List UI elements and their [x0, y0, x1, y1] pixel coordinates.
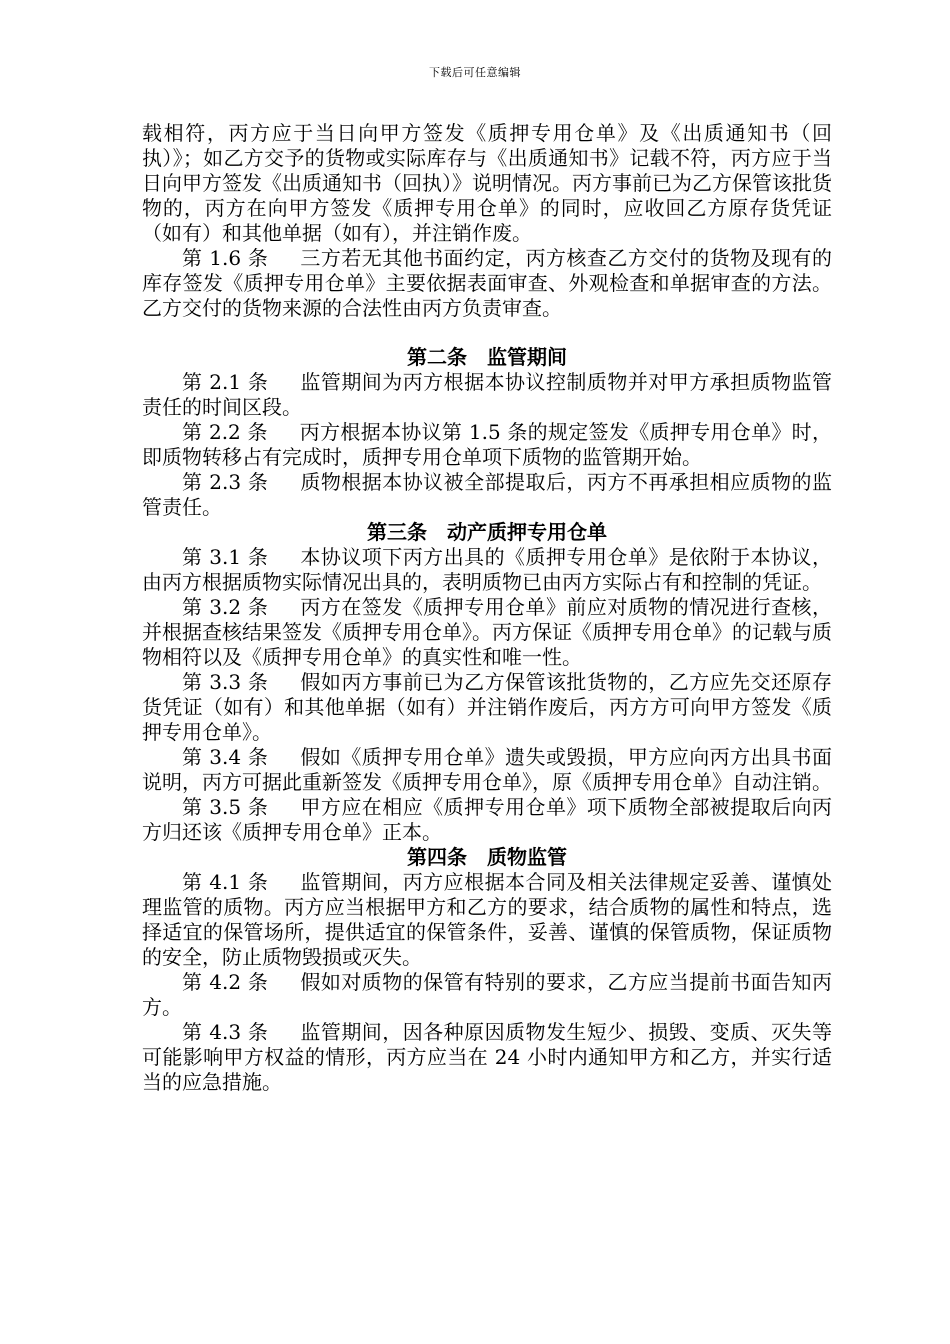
clause-text: 甲方应在相应《质押专用仓单》项下质物全部被提取后向丙方归还该《质押专用仓单》正本。 — [142, 795, 833, 844]
clause-number: 第 3.1 条 — [182, 545, 269, 569]
clause-text: 假如《质押专用仓单》遗失或毁损，甲方应向丙方出具书面说明，丙方可据此重新签发《质押专用仓单》，原《质押专用仓单》自动注销。 — [142, 745, 833, 794]
clause-1-6 — [142, 246, 832, 321]
clause-number: 第 3.5 条 — [182, 795, 269, 819]
clause-2-2 — [142, 420, 832, 470]
section-heading-2 — [142, 345, 832, 370]
page-header: 下载后可任意编辑 — [429, 66, 521, 79]
section-title: 监管期间 — [487, 345, 567, 369]
section-number: 第二条 — [407, 345, 467, 369]
clause-text: 丙方在签发《质押专用仓单》前应对质物的情况进行查核，并根据查核结果签发《质押专用仓单》。丙方保证《质押专用仓单》的记载与质物相符以及《质押专用仓单》的真实性和唯一性。 — [142, 595, 833, 669]
document-body — [142, 121, 832, 1095]
clause-text: 质物根据本协议被全部提取后，丙方不再承担相应质物的监管责任。 — [142, 470, 833, 519]
clause-number: 第 4.1 条 — [182, 870, 269, 894]
section-heading-3 — [142, 520, 832, 545]
clause-text: 本协议项下丙方出具的《质押专用仓单》是依附于本协议，由丙方根据质物实际情况出具的，表明质物已由丙方实际占有和控制的凭证。 — [142, 545, 833, 594]
section-number: 第四条 — [407, 845, 467, 869]
clause-2-3 — [142, 470, 832, 520]
clause-4-3 — [142, 1020, 832, 1095]
clause-number: 第 3.3 条 — [182, 670, 269, 694]
clause-number: 第 2.2 条 — [182, 420, 268, 444]
clause-3-3 — [142, 670, 832, 745]
clause-number: 第 2.1 条 — [182, 370, 269, 394]
clause-text: 假如对质物的保管有特别的要求，乙方应当提前书面告知丙方。 — [142, 970, 833, 1019]
paragraph-continuation: 载相符，丙方应于当日向甲方签发《质押专用仓单》及《出质通知书（回执）》；如乙方交予的货物或实际库存与《出质通知书》记载不符，丙方应于当日向甲方签发《出质通知书（回执）》说明情况。丙方事前已为乙方保管该批货物的，丙方在向甲方签发《质押专用仓单》的同时，应收回乙方原存货凭证（如有）和其他单据（如有），并注销作废。 — [142, 121, 832, 245]
clause-3-4 — [142, 745, 832, 795]
section-title: 质物监管 — [487, 845, 567, 869]
clause-text: 丙方根据本协议第 1.5 条的规定签发《质押专用仓单》时，即质物转移占有完成时，质押专用仓单项下质物的监管期开始。 — [142, 420, 832, 469]
clause-number: 第 4.2 条 — [182, 970, 269, 994]
clause-3-2 — [142, 595, 832, 670]
clause-number: 第 3.2 条 — [182, 595, 269, 619]
clause-text: 监管期间，因各种原因质物发生短少、损毁、变质、灭失等可能影响甲方权益的情形，丙方应当在 24 小时内通知甲方和乙方，并实行适当的应急措施。 — [142, 1020, 833, 1094]
clause-3-1 — [142, 545, 832, 595]
clause-number: 第 1.6 条 — [182, 246, 269, 270]
clause-text: 假如丙方事前已为乙方保管该批货物的，乙方应先交还原存货凭证（如有）和其他单据（如有）并注销作废后，丙方方可向甲方签发《质押专用仓单》。 — [142, 670, 833, 744]
clause-text: 监管期间，丙方应根据本合同及相关法律规定妥善、谨慎处理监管的质物。丙方应当根据甲方和乙方的要求，结合质物的属性和特点，选择适宜的保管场所，提供适宜的保管条件，妥善、谨慎的保管质物，保证质物的安全，防止质物毁损或灭失。 — [142, 870, 833, 969]
clause-2-1 — [142, 370, 832, 420]
clause-text: 监管期间为丙方根据本协议控制质物并对甲方承担质物监管责任的时间区段。 — [142, 370, 833, 419]
clause-number: 第 2.3 条 — [182, 470, 269, 494]
clause-text: 三方若无其他书面约定，丙方核查乙方交付的货物及现有的库存签发《质押专用仓单》主要依据表面审查、外观检查和单据审查的方法。乙方交付的货物来源的合法性由丙方负责审查。 — [142, 246, 833, 320]
section-title: 动产质押专用仓单 — [447, 520, 607, 544]
section-number: 第三条 — [367, 520, 427, 544]
clause-4-1 — [142, 870, 832, 970]
clause-number: 第 4.3 条 — [182, 1020, 269, 1044]
section-heading-4 — [142, 845, 832, 870]
clause-4-2 — [142, 970, 832, 1020]
clause-number: 第 3.4 条 — [182, 745, 269, 769]
clause-3-5 — [142, 795, 832, 845]
